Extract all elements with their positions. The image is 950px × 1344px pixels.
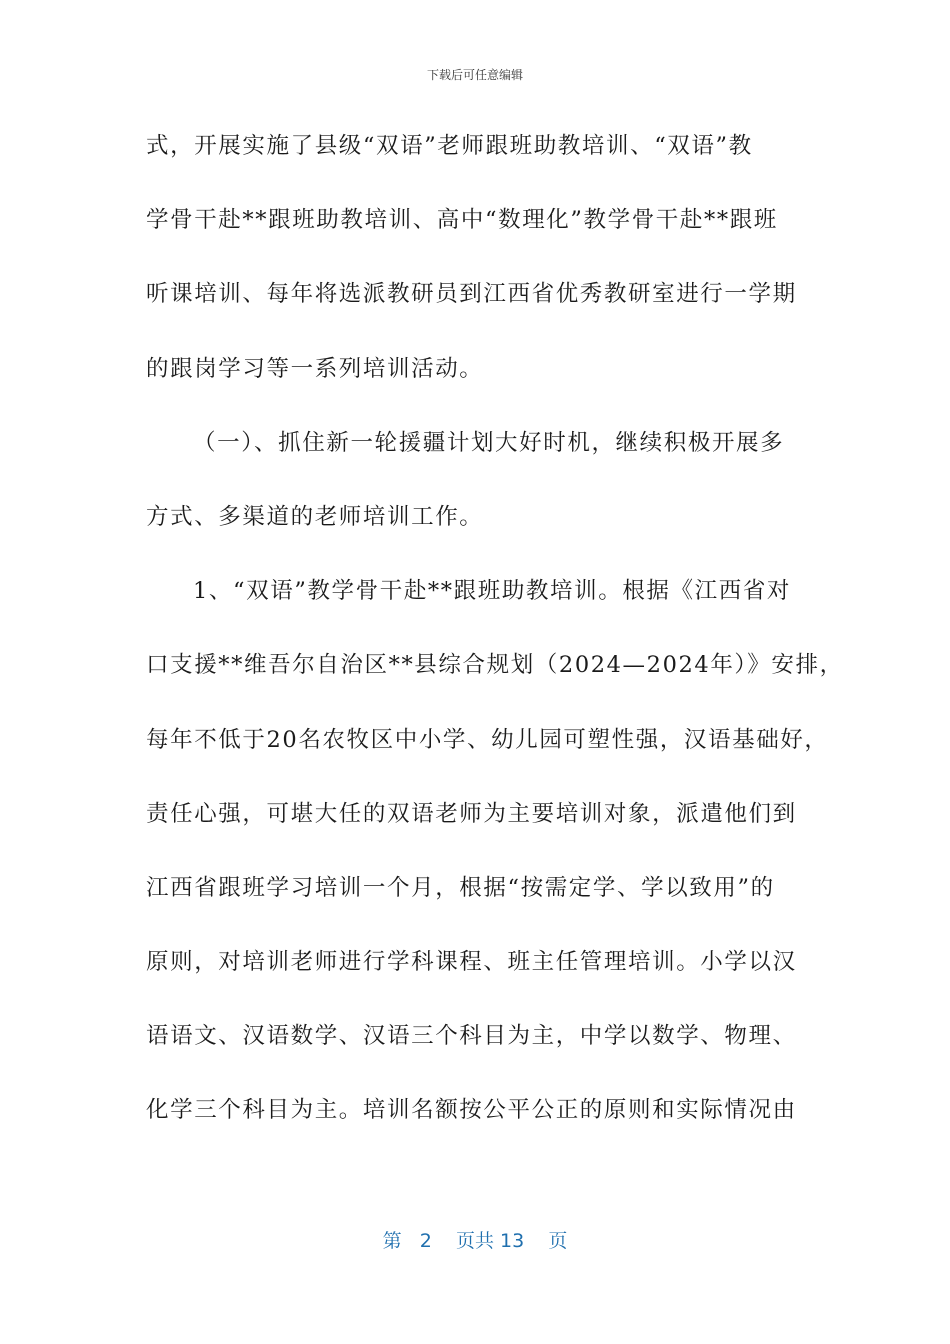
body-line: 责任心强，可堪大任的双语老师为主要培训对象，派遣他们到 (146, 800, 797, 827)
total-pages-number: 13 (500, 1230, 525, 1252)
page-header-note: 下载后可任意编辑 (426, 68, 523, 82)
body-line: 的跟岗学习等一系列培训活动。 (146, 355, 484, 382)
body-line: 原则，对培训老师进行学科课程、班主任管理培训。小学以汉 (146, 949, 797, 976)
body-line: 口支援**维吾尔自治区**县综合规划（2024—2024年）》安排， (146, 652, 844, 679)
footer-label-middle: 页共 (455, 1230, 494, 1252)
page-number-footer (0, 1226, 950, 1253)
section-heading-line: （一）、抓住新一轮援疆计划大好时机，继续积极开展多 (193, 429, 785, 456)
document-body (146, 117, 844, 1156)
body-line: 1、“双语”教学骨干赴**跟班助教培训。根据《江西省对 (193, 578, 792, 605)
body-line: 每年不低于20名农牧区中小学、幼儿园可塑性强，汉语基础好， (146, 726, 829, 753)
footer-label-after: 页 (548, 1230, 568, 1252)
body-line: 听课培训、每年将选派教研员到江西省优秀教研室进行一学期 (146, 281, 797, 308)
body-line: 化学三个科目为主。培训名额按公平公正的原则和实际情况由 (146, 1097, 797, 1124)
body-line: 学骨干赴**跟班助教培训、高中“数理化”教学骨干赴**跟班 (146, 207, 778, 234)
current-page-number: 2 (419, 1230, 432, 1252)
body-line: 江西省跟班学习培训一个月，根据“按需定学、学以致用”的 (146, 874, 775, 901)
footer-label-before: 第 (382, 1230, 402, 1252)
body-line: 语语文、汉语数学、汉语三个科目为主，中学以数学、物理、 (146, 1023, 797, 1050)
body-line: 式，开展实施了县级“双语”老师跟班助教培训、“双语”教 (146, 133, 753, 159)
section-heading-line: 方式、多渠道的老师培训工作。 (146, 503, 484, 530)
